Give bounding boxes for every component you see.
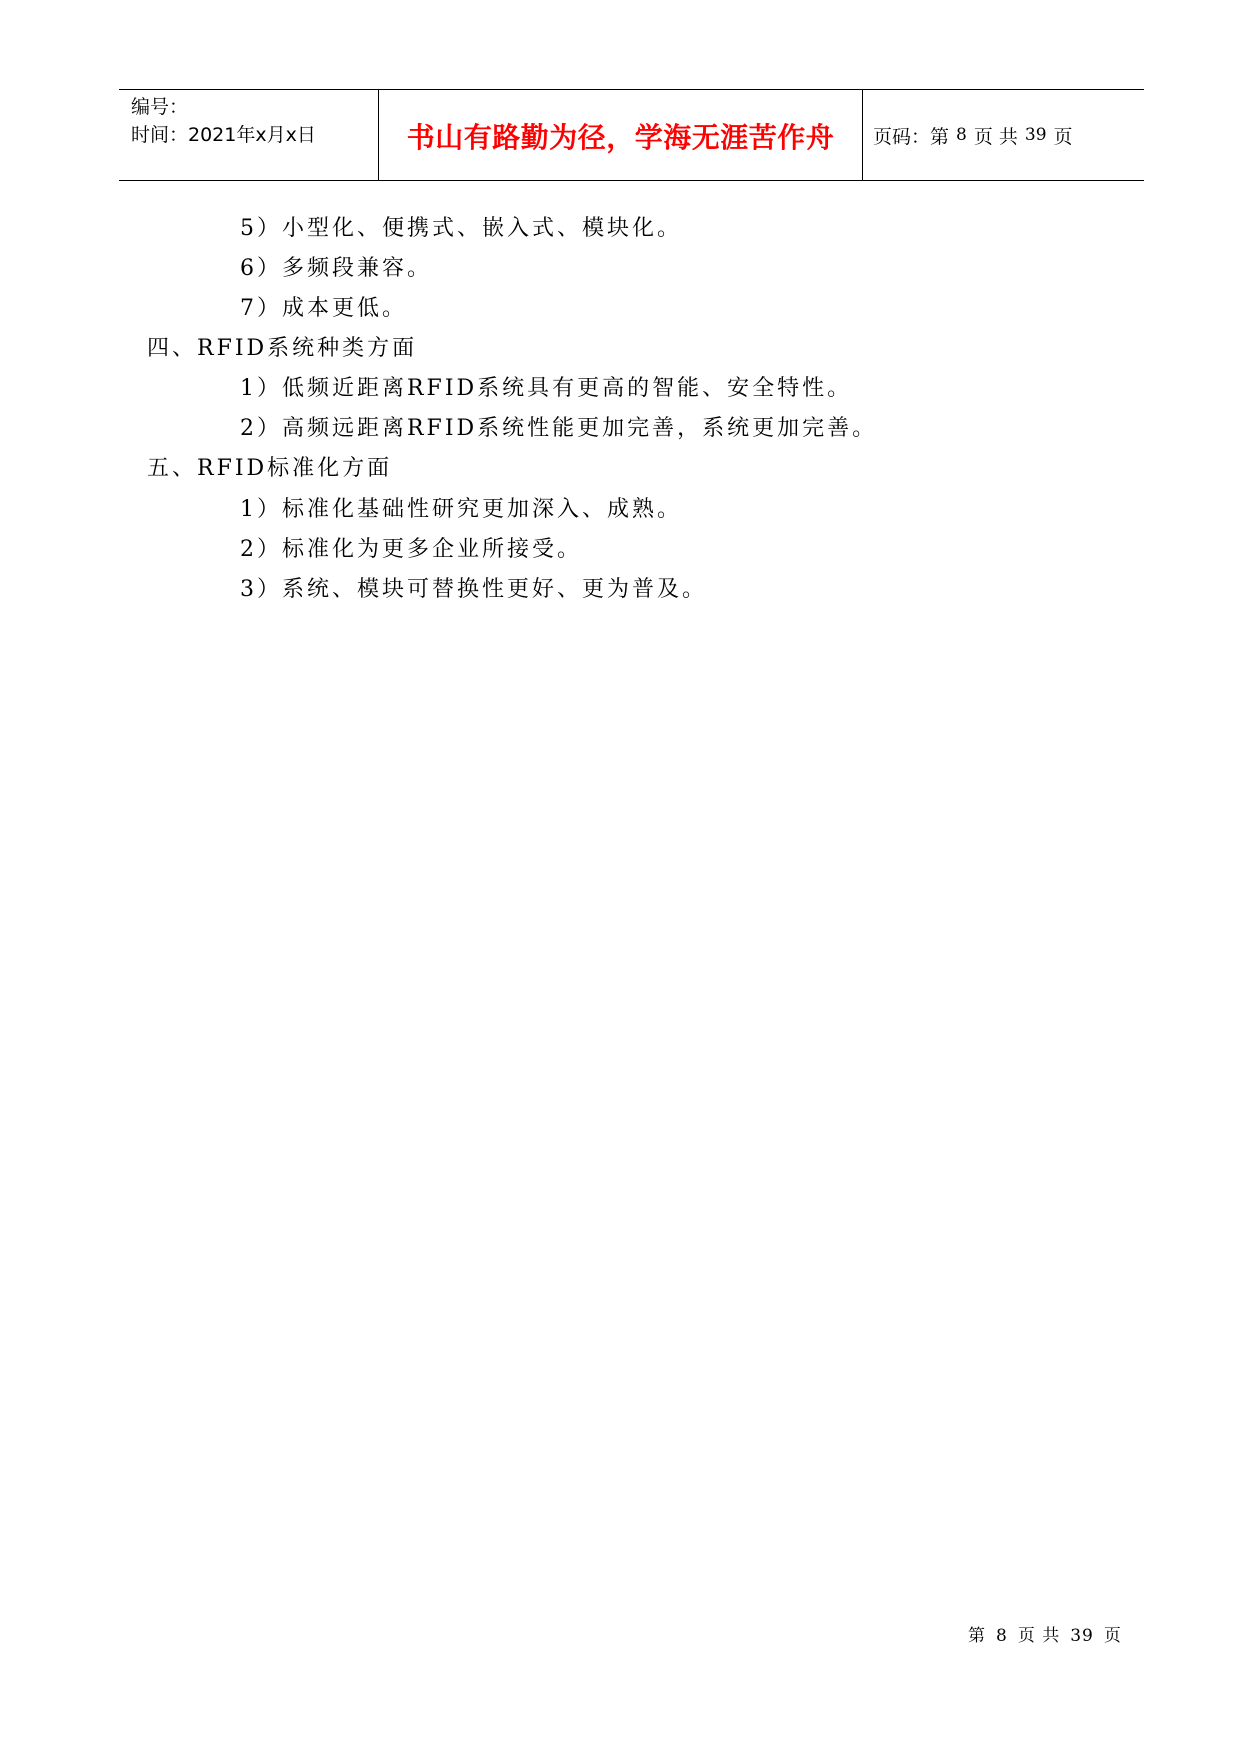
list-item: 7）成本更低。 [240,296,407,321]
footer-total: 39 [1070,1626,1094,1646]
list-item: 5）小型化、便携式、嵌入式、模块化。 [240,216,682,241]
footer-suffix: 页 [1103,1626,1122,1646]
page-header [119,89,1144,181]
header-page-info [863,90,1144,180]
page-total: 39 [1024,125,1047,145]
header-motto-cell [379,90,863,180]
page-current: 8 [956,125,967,145]
footer-mid: 页 共 [1017,1626,1061,1646]
list-item: 2）高频远距离RFID系统性能更加完善，系统更加完善。 [240,416,878,441]
list-item: 2）标准化为更多企业所接受。 [240,537,582,562]
list-item: 1）低频近距离RFID系统具有更高的智能、安全特性。 [240,376,853,401]
list-item: 6）多频段兼容。 [240,256,432,281]
list-item: 3）系统、模块可替换性更好、更为普及。 [240,577,707,602]
list-item: 1）标准化基础性研究更加深入、成熟。 [240,497,682,522]
header-motto: 书山有路勤为径，学海无涯苦作舟 [406,121,835,154]
page-footer [968,1621,1132,1646]
header-meta [119,90,379,180]
document-number-label: 编号： [131,96,189,118]
document-time: 时间：2021年x月x日 [131,124,316,146]
page-label: 页码：第 [873,125,950,148]
footer-prefix: 第 [968,1626,986,1646]
footer-current: 8 [996,1626,1008,1646]
section-heading: 五、RFID标准化方面 [147,456,393,481]
page-mid: 页 共 [973,125,1018,148]
page-suffix: 页 [1053,125,1073,148]
section-heading: 四、RFID系统种类方面 [147,336,418,361]
